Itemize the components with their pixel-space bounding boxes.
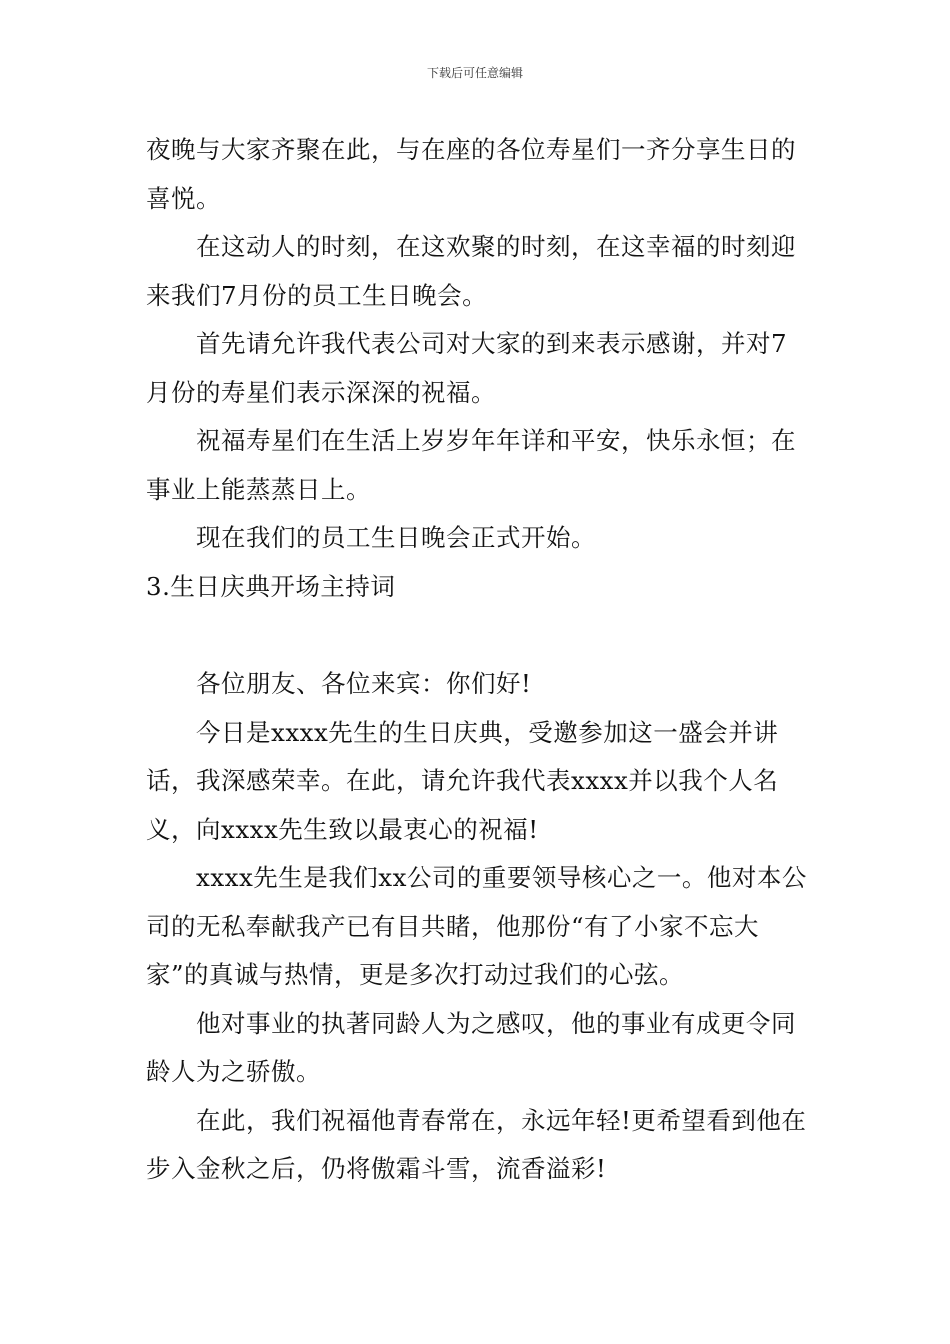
paragraph: 在此，我们祝福他青春常在，永远年轻!更希望看到他在步入金秋之后，仍将傲霜斗雪，流香溢彩! <box>146 1105 807 1183</box>
document-body <box>146 126 808 1194</box>
section-heading: 3.生日庆典开场主持词 <box>146 571 396 601</box>
paragraph-continuation: 夜晚与大家齐聚在此，与在座的各位寿星们一齐分享生日的喜悦。 <box>146 135 796 213</box>
page-header-note: 下载后可任意编辑 <box>426 66 523 80</box>
paragraph: 祝福寿星们在生活上岁岁年年详和平安，快乐永恒；在事业上能蒸蒸日上。 <box>146 426 796 504</box>
paragraph: 今日是xxxx先生的生日庆典，受邀参加这一盛会并讲话，我深感荣幸。在此，请允许我代表xxxx并以我个人名义，向xxxx先生致以最衷心的祝福! <box>146 717 779 844</box>
paragraph: xxxx先生是我们xx公司的重要领导核心之一。他对本公司的无私奉献我产已有目共睹，他那份“有了小家不忘大家”的真诚与热情，更是多次打动过我们的心弦。 <box>146 863 807 989</box>
paragraph: 他对事业的执著同龄人为之感叹，他的事业有成更令同龄人为之骄傲。 <box>146 1008 796 1086</box>
paragraph: 现在我们的员工生日晚会正式开始。 <box>196 523 596 552</box>
greeting: 各位朋友、各位来宾：你们好! <box>196 669 532 698</box>
paragraph: 首先请允许我代表公司对大家的到来表示感谢，并对7月份的寿星们表示深深的祝福。 <box>146 329 788 407</box>
paragraph: 在这动人的时刻，在这欢聚的时刻，在这幸福的时刻迎来我们7月份的员工生日晚会。 <box>146 232 796 310</box>
